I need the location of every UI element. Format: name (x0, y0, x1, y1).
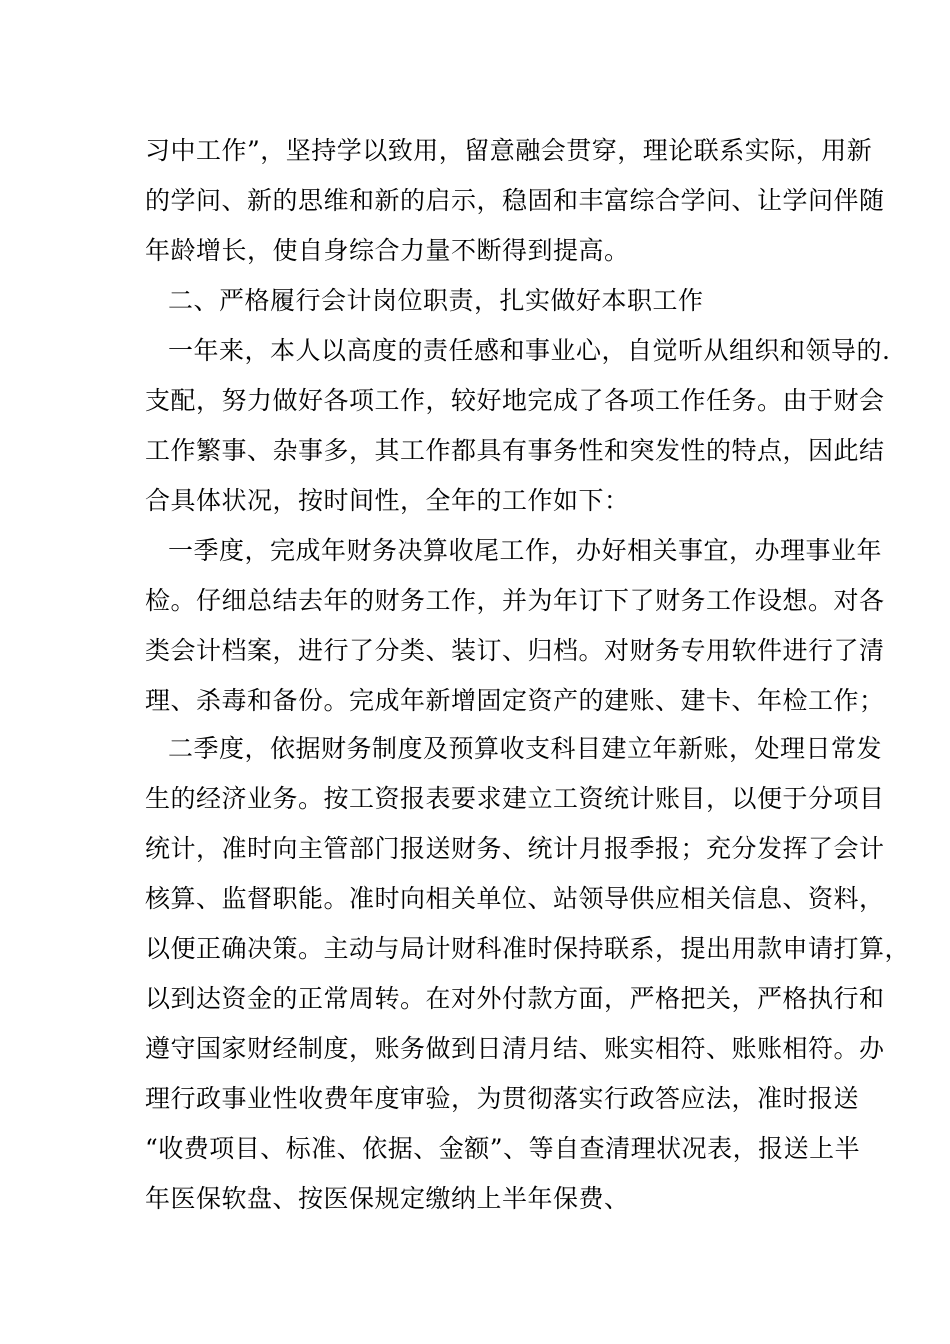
paragraph-line: 年龄增长，使自身综合力量不断得到提高。 (145, 236, 630, 265)
paragraph-line: 的学问、新的思维和新的启示，稳固和丰富综合学问、让学问伴随 (145, 186, 885, 215)
paragraph-line: 以到达资金的正常周转。在对外付款方面，严格把关，严格执行和 (145, 984, 885, 1013)
paragraph-line: “收费项目、标准、依据、金额”、等自查清理状况表，报送上半 (145, 1134, 861, 1163)
paragraph-line: 合具体状况，按时间性，全年的工作如下： (145, 486, 630, 515)
paragraph-line: 核算、监督职能。准时向相关单位、站领导供应相关信息、资料， (145, 884, 885, 913)
paragraph-line: 统计，准时向主管部门报送财务、统计月报季报；充分发挥了会计 (145, 834, 885, 863)
paragraph-line: 理、杀毒和备份。完成年新增固定资产的建账、建卡、年检工作； (145, 686, 885, 715)
paragraph-line: 遵守国家财经制度，账务做到日清月结、账实相符、账账相符。办 (145, 1034, 885, 1063)
paragraph-line: 二季度，依据财务制度及预算收支科目建立年新账，处理日常发 (168, 734, 883, 763)
paragraph-line: 工作繁事、杂事多，其工作都具有事务性和突发性的特点，因此结 (145, 436, 885, 465)
paragraph-line: 以便正确决策。主动与局计财科准时保持联系，提出用款申请打算， (145, 934, 911, 963)
paragraph-line: 类会计档案，进行了分类、装订、归档。对财务专用软件进行了清 (145, 636, 885, 665)
paragraph-line: 理行政事业性收费年度审验，为贯彻落实行政答应法，准时报送 (145, 1084, 860, 1113)
paragraph-line: 支配，努力做好各项工作，较好地完成了各项工作任务。由于财会 (145, 386, 885, 415)
paragraph-line: 一年来，本人以高度的责任感和事业心，自觉听从组织和领导的. (168, 336, 891, 365)
section-heading: 二、严格履行会计岗位职责，扎实做好本职工作 (168, 286, 704, 315)
paragraph-line: 习中工作”，坚持学以致用，留意融会贯穿，理论联系实际，用新 (145, 136, 873, 165)
paragraph-line: 生的经济业务。按工资报表要求建立工资统计账目，以便于分项目 (145, 784, 885, 813)
paragraph-line: 检。仔细总结去年的财务工作，并为年订下了财务工作设想。对各 (145, 586, 885, 615)
paragraph-line: 年医保软盘、按医保规定缴纳上半年保费、 (145, 1184, 630, 1213)
paragraph-line: 一季度，完成年财务决算收尾工作，办好相关事宜，办理事业年 (168, 536, 883, 565)
